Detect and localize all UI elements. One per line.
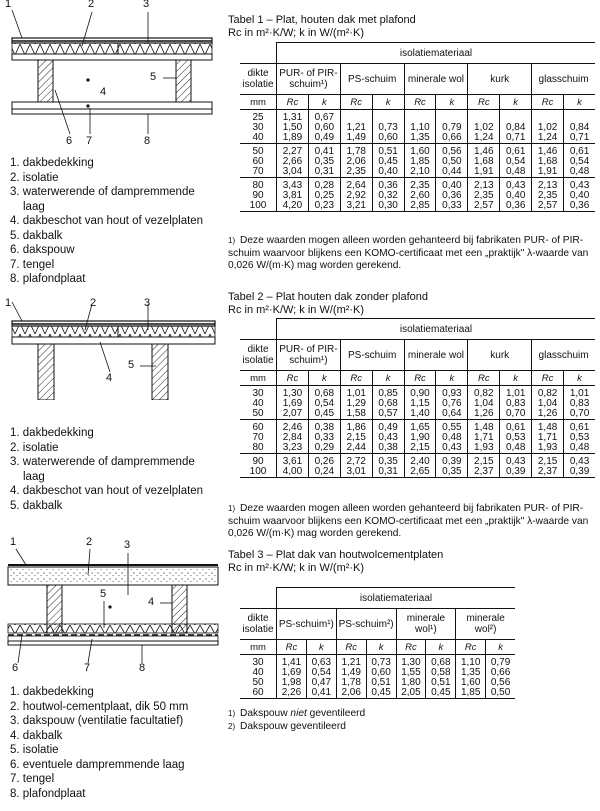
table-row <box>240 454 595 478</box>
value-cell: 2,35 2,60 2,85 <box>404 178 436 212</box>
value-cell: 3,61 4,00 <box>277 454 309 478</box>
callout-8: 8 <box>139 662 146 674</box>
callout-1: 1 <box>10 536 17 548</box>
figure-roof-without-ceiling <box>0 290 225 400</box>
k-header: k <box>486 640 515 655</box>
decking-layer <box>12 54 212 60</box>
corner-cell <box>240 43 277 64</box>
value-cell: 1,02 1,24 <box>468 110 500 144</box>
value-cell: 1,10 1,35 <box>404 110 436 144</box>
legend-item: 2. isolatie <box>10 441 59 454</box>
table2-title: Tabel 2 – Plat houten dak zonder plafond <box>228 291 428 303</box>
callout-4: 4 <box>106 372 113 384</box>
unit-cell: mm <box>240 640 277 655</box>
legend-item: 3. waterwerende of dampremmende <box>10 456 195 468</box>
thickness-cell: 80 90 100 <box>240 178 277 212</box>
k-header: k <box>564 371 595 386</box>
legend-item: 4. dakbeschot van hout of vezelplaten <box>10 215 204 227</box>
legend-item: 5. dakbalk <box>10 499 63 512</box>
subheader-row <box>240 640 515 655</box>
insulation-layer <box>12 43 212 54</box>
rc-header: Rc <box>468 371 500 386</box>
value-cell: 3,43 3,81 4,20 <box>277 178 309 212</box>
rc-header: Rc <box>396 640 426 655</box>
value-cell: 1,41 1,69 1,98 2,26 <box>277 655 307 699</box>
value-cell: 1,48 1,71 1,93 <box>468 420 500 454</box>
table1-footnote <box>228 235 596 273</box>
rc-header: Rc <box>336 640 366 655</box>
beam-right <box>176 60 191 102</box>
callout-3: 3 <box>124 539 131 551</box>
value-cell: 0,43 0,39 <box>564 454 595 478</box>
material-header: glasschuim <box>532 64 595 95</box>
legend-item: 4. dakbalk <box>10 729 63 742</box>
header-row <box>240 43 595 64</box>
legend-item: 1. dakbedekking <box>10 157 94 169</box>
value-cell: 0,61 0,54 0,48 <box>564 144 595 178</box>
unit-cell: mm <box>240 371 277 386</box>
value-cell: 1,65 1,90 2,15 <box>404 420 436 454</box>
callout-6: 6 <box>12 662 19 674</box>
legend-item: 7. tengel <box>10 773 55 785</box>
value-cell: 2,40 2,65 <box>404 454 436 478</box>
table3-caption <box>228 549 443 575</box>
callout-5: 5 <box>128 359 135 371</box>
rc-header: Rc <box>404 371 436 386</box>
value-cell: 1,46 1,68 1,91 <box>532 144 564 178</box>
legend-item: laag <box>23 200 45 213</box>
rc-header: Rc <box>277 640 307 655</box>
value-cell: 0,61 0,53 0,48 <box>564 420 595 454</box>
legend-item: 8. plafondplaat <box>10 273 86 285</box>
wood-wool-cement-plate <box>8 567 218 585</box>
value-cell: 0,85 0,68 0,57 <box>372 386 404 420</box>
footnote-mark: 1) <box>228 504 236 513</box>
table1-caption <box>228 14 416 40</box>
footnote-text: Dakspouw <box>240 708 291 719</box>
callout-3: 3 <box>143 0 150 10</box>
k-header: k <box>500 371 532 386</box>
subheader-row <box>240 371 595 386</box>
material-header: PUR- of PIR-schuim¹) <box>277 340 341 371</box>
material-header: PUR- of PIR-schuim¹) <box>277 64 341 95</box>
table2-units: Rc in m²·K/W; k in W/(m²·K) <box>228 304 365 316</box>
value-cell: 1,21 1,49 1,78 2,06 <box>336 655 366 699</box>
header-row <box>240 319 595 340</box>
material-header: minerale wol¹) <box>396 609 456 640</box>
value-cell: 0,63 0,54 0,47 0,41 <box>306 655 336 699</box>
legend-item: 3. waterwerende of dampremmende <box>10 186 195 198</box>
value-cell: 0,73 0,60 <box>372 110 404 144</box>
decking-layer <box>12 337 215 344</box>
rc-header: Rc <box>468 95 500 110</box>
value-cell: 1,30 1,69 2,07 <box>277 386 309 420</box>
legend-item: 8. plafondplaat <box>10 787 86 800</box>
callout-4: 4 <box>148 596 155 608</box>
value-cell: 1,01 0,83 0,70 <box>564 386 595 420</box>
thickness-cell: 60 70 80 <box>240 420 277 454</box>
value-cell: 0,35 0,31 <box>372 454 404 478</box>
unit-cell: mm <box>240 95 277 110</box>
thickness-cell: 90 100 <box>240 454 277 478</box>
value-cell: 0,68 0,54 0,45 <box>308 386 340 420</box>
value-cell: 0,43 0,40 0,36 <box>500 178 532 212</box>
value-cell: 1,48 1,71 1,93 <box>532 420 564 454</box>
value-cell: 1,30 1,55 1,80 2,05 <box>396 655 426 699</box>
legend-2 <box>10 426 203 513</box>
k-header: k <box>436 95 468 110</box>
value-cell: 0,84 0,71 <box>564 110 595 144</box>
thickness-cell: 25 30 40 <box>240 110 277 144</box>
table1-title: Tabel 1 – Plat, houten dak met plafond <box>228 14 416 26</box>
table-row <box>240 420 595 454</box>
rc-header: Rc <box>340 371 372 386</box>
value-cell: 1,01 1,29 1,58 <box>340 386 372 420</box>
group-header: isolatiemateriaal <box>277 319 596 340</box>
callout-6: 6 <box>66 135 73 147</box>
legend-item: 5. isolatie <box>10 744 59 756</box>
k-header: k <box>306 640 336 655</box>
value-cell: 0,79 0,66 0,56 0,50 <box>486 655 515 699</box>
material-header: minerale wol <box>404 340 468 371</box>
ceiling-board <box>8 641 218 645</box>
value-cell: 0,36 0,32 0,30 <box>372 178 404 212</box>
legend-item: 1. dakbedekking <box>10 427 94 439</box>
k-header: k <box>426 640 456 655</box>
value-cell: 0,68 0,58 0,51 0,45 <box>426 655 456 699</box>
table2-caption <box>228 291 428 317</box>
legend-item: 4. dakbeschot van hout of vezelplaten <box>10 485 204 497</box>
value-cell: 2,64 2,92 3,21 <box>340 178 372 212</box>
table3 <box>240 587 515 699</box>
callout-1: 1 <box>5 0 12 10</box>
footnote-mark: 2) <box>228 721 236 731</box>
legend-item: 5. dakbalk <box>10 229 63 242</box>
footnote-mark: 1) <box>228 236 236 245</box>
value-cell: 0,38 0,33 0,29 <box>308 420 340 454</box>
material-header: kurk <box>468 64 532 95</box>
material-header: PS-schuim²) <box>336 609 396 640</box>
callout-1: 1 <box>5 297 12 309</box>
value-cell: 1,60 1,85 2,10 <box>404 144 436 178</box>
row-header: dikte isolatie <box>240 609 277 640</box>
table-row <box>240 110 595 144</box>
corner-cell <box>240 588 277 609</box>
table3-units: Rc in m²·K/W; k in W/(m²·K) <box>228 562 365 574</box>
corner-cell <box>240 319 277 340</box>
footnote-text: Dakspouw geventileerd <box>240 720 346 732</box>
thickness-cell: 30 40 50 <box>240 386 277 420</box>
footnote-text: Deze waarden mogen alleen worden gehanteerd bij fabrikaten PUR- of PIR-schuim waarvoor blijkens een KOMO-certificaat met een „praktijk" λ-waarde van 0,026 W/(m·K) mag worden gerekend. <box>228 503 589 539</box>
subheader-row <box>240 95 595 110</box>
callout-5: 5 <box>100 588 107 600</box>
material-header: PS-schuim¹) <box>277 609 337 640</box>
callout-8: 8 <box>144 135 151 147</box>
rc-header: Rc <box>404 95 436 110</box>
header-row <box>240 588 515 609</box>
value-cell: 2,72 3,01 <box>340 454 372 478</box>
table-row <box>240 655 515 699</box>
material-row <box>240 609 515 640</box>
value-cell: 0,67 0,60 0,49 <box>308 110 340 144</box>
table2-footnote <box>228 503 596 541</box>
callout-2: 2 <box>90 297 97 309</box>
value-cell: 0,41 0,35 0,31 <box>308 144 340 178</box>
row-header: dikte isolatie <box>240 64 277 95</box>
value-cell: 0,55 0,48 0,43 <box>436 420 468 454</box>
k-header: k <box>372 371 404 386</box>
material-header: PS-schuim <box>340 64 404 95</box>
value-cell: 0,26 0,24 <box>308 454 340 478</box>
material-header: PS-schuim <box>340 340 404 371</box>
value-cell: 1,21 1,49 <box>340 110 372 144</box>
ceiling-board <box>12 109 212 114</box>
table3-footnotes <box>228 708 528 733</box>
rc-header: Rc <box>277 371 309 386</box>
rc-header: Rc <box>340 95 372 110</box>
material-row <box>240 340 595 371</box>
legend-item: 3. dakspouw (ventilatie facultatief) <box>10 715 184 727</box>
material-header: minerale wol <box>404 64 468 95</box>
footnote <box>228 721 528 734</box>
value-cell: 0,82 1,04 1,26 <box>532 386 564 420</box>
table-row <box>240 178 595 212</box>
thickness-cell: 50 60 70 <box>240 144 277 178</box>
material-header: minerale wol²) <box>456 609 515 640</box>
k-header: k <box>564 95 595 110</box>
table2 <box>240 318 595 478</box>
value-cell: 0,51 0,45 0,40 <box>372 144 404 178</box>
table-row <box>240 386 595 420</box>
group-header: isolatiemateriaal <box>277 588 516 609</box>
value-cell: 0,28 0,25 0,23 <box>308 178 340 212</box>
material-row <box>240 64 595 95</box>
table1 <box>240 42 595 212</box>
value-cell: 0,93 0,76 0,64 <box>436 386 468 420</box>
value-cell: 2,15 2,37 <box>468 454 500 478</box>
value-cell: 0,39 0,35 <box>436 454 468 478</box>
value-cell: 1,02 1,24 <box>532 110 564 144</box>
value-cell: 2,27 2,66 3,04 <box>277 144 309 178</box>
legend-item: 1. dakbedekking <box>10 686 94 698</box>
legend-item: laag <box>23 470 45 483</box>
k-header: k <box>500 95 532 110</box>
group-header: isolatiemateriaal <box>277 43 596 64</box>
legend-1 <box>10 156 203 287</box>
legend-item: 6. dakspouw <box>10 244 75 256</box>
table-row <box>240 144 595 178</box>
footnote-emphasis: niet <box>290 708 307 719</box>
material-header: glasschuim <box>532 340 595 371</box>
k-header: k <box>308 95 340 110</box>
footnote-text: geventileerd <box>306 708 366 719</box>
callout-7: 7 <box>86 135 93 147</box>
figure-roof-with-ceiling <box>0 0 225 160</box>
value-cell: 0,56 0,50 0,44 <box>436 144 468 178</box>
value-cell: 2,15 2,37 <box>532 454 564 478</box>
value-cell: 1,78 2,06 2,35 <box>340 144 372 178</box>
value-cell: 1,10 1,35 1,60 1,85 <box>456 655 486 699</box>
beam-left <box>38 60 53 102</box>
figure-wood-wool-cement-roof <box>0 535 225 685</box>
callout-2: 2 <box>88 0 95 10</box>
value-cell: 2,13 2,35 2,57 <box>532 178 564 212</box>
value-cell: 0,40 0,36 0,33 <box>436 178 468 212</box>
material-header: kurk <box>468 340 532 371</box>
table1-units: Rc in m²·K/W; k in W/(m²·K) <box>228 27 365 39</box>
row-header: dikte isolatie <box>240 340 277 371</box>
legend-item: 6. eventuele dampremmende laag <box>10 758 185 771</box>
k-header: k <box>372 95 404 110</box>
value-cell: 0,61 0,53 0,48 <box>500 420 532 454</box>
value-cell: 0,43 0,40 0,36 <box>564 178 595 212</box>
legend-item: 2. isolatie <box>10 171 59 184</box>
value-cell: 1,46 1,68 1,91 <box>468 144 500 178</box>
footnote-text: Deze waarden mogen alleen worden gehanteerd bij fabrikaten PUR- of PIR-schuim waarvoor blijkens een KOMO-certificaat met een „praktijk" λ-waarde van 0,026 W/(m·K) mag worden gerekend. <box>228 235 589 271</box>
value-cell: 0,82 1,04 1,26 <box>468 386 500 420</box>
value-cell: 0,73 0,60 0,51 0,45 <box>366 655 396 699</box>
k-header: k <box>366 640 396 655</box>
legend-item: 2. houtwol-cementplaat, dik 50 mm <box>10 700 189 713</box>
value-cell: 2,46 2,84 3,23 <box>277 420 309 454</box>
callout-2: 2 <box>86 536 93 548</box>
callout-5: 5 <box>150 71 157 83</box>
callout-4: 4 <box>100 86 107 98</box>
table3-title: Tabel 3 – Plat dak van houtwolcementplaten <box>228 549 444 561</box>
rc-header: Rc <box>532 95 564 110</box>
beam-right <box>152 344 168 400</box>
footnote <box>228 708 528 721</box>
callout-3: 3 <box>144 297 151 309</box>
value-cell: 1,31 1,50 1,89 <box>277 110 309 144</box>
value-cell: 1,01 0,83 0,70 <box>500 386 532 420</box>
callout-7: 7 <box>84 662 91 674</box>
rc-header: Rc <box>277 95 309 110</box>
value-cell: 0,90 1,15 1,40 <box>404 386 436 420</box>
value-cell: 0,49 0,43 0,38 <box>372 420 404 454</box>
value-cell: 0,79 0,66 <box>436 110 468 144</box>
insulation-layer <box>12 326 215 337</box>
value-cell: 0,43 0,39 <box>500 454 532 478</box>
legend-3 <box>10 685 188 801</box>
k-header: k <box>308 371 340 386</box>
value-cell: 1,86 2,15 2,44 <box>340 420 372 454</box>
thickness-cell: 30 40 50 60 <box>240 655 277 699</box>
value-cell: 2,13 2,35 2,57 <box>468 178 500 212</box>
rc-header: Rc <box>456 640 486 655</box>
value-cell: 0,84 0,71 <box>500 110 532 144</box>
legend-item: 7. tengel <box>10 258 55 271</box>
value-cell: 0,61 0,54 0,48 <box>500 144 532 178</box>
insulation-layer <box>8 624 218 633</box>
beam-left <box>38 344 54 400</box>
rc-header: Rc <box>532 371 564 386</box>
k-header: k <box>436 371 468 386</box>
footnote-mark: 1) <box>228 709 236 718</box>
